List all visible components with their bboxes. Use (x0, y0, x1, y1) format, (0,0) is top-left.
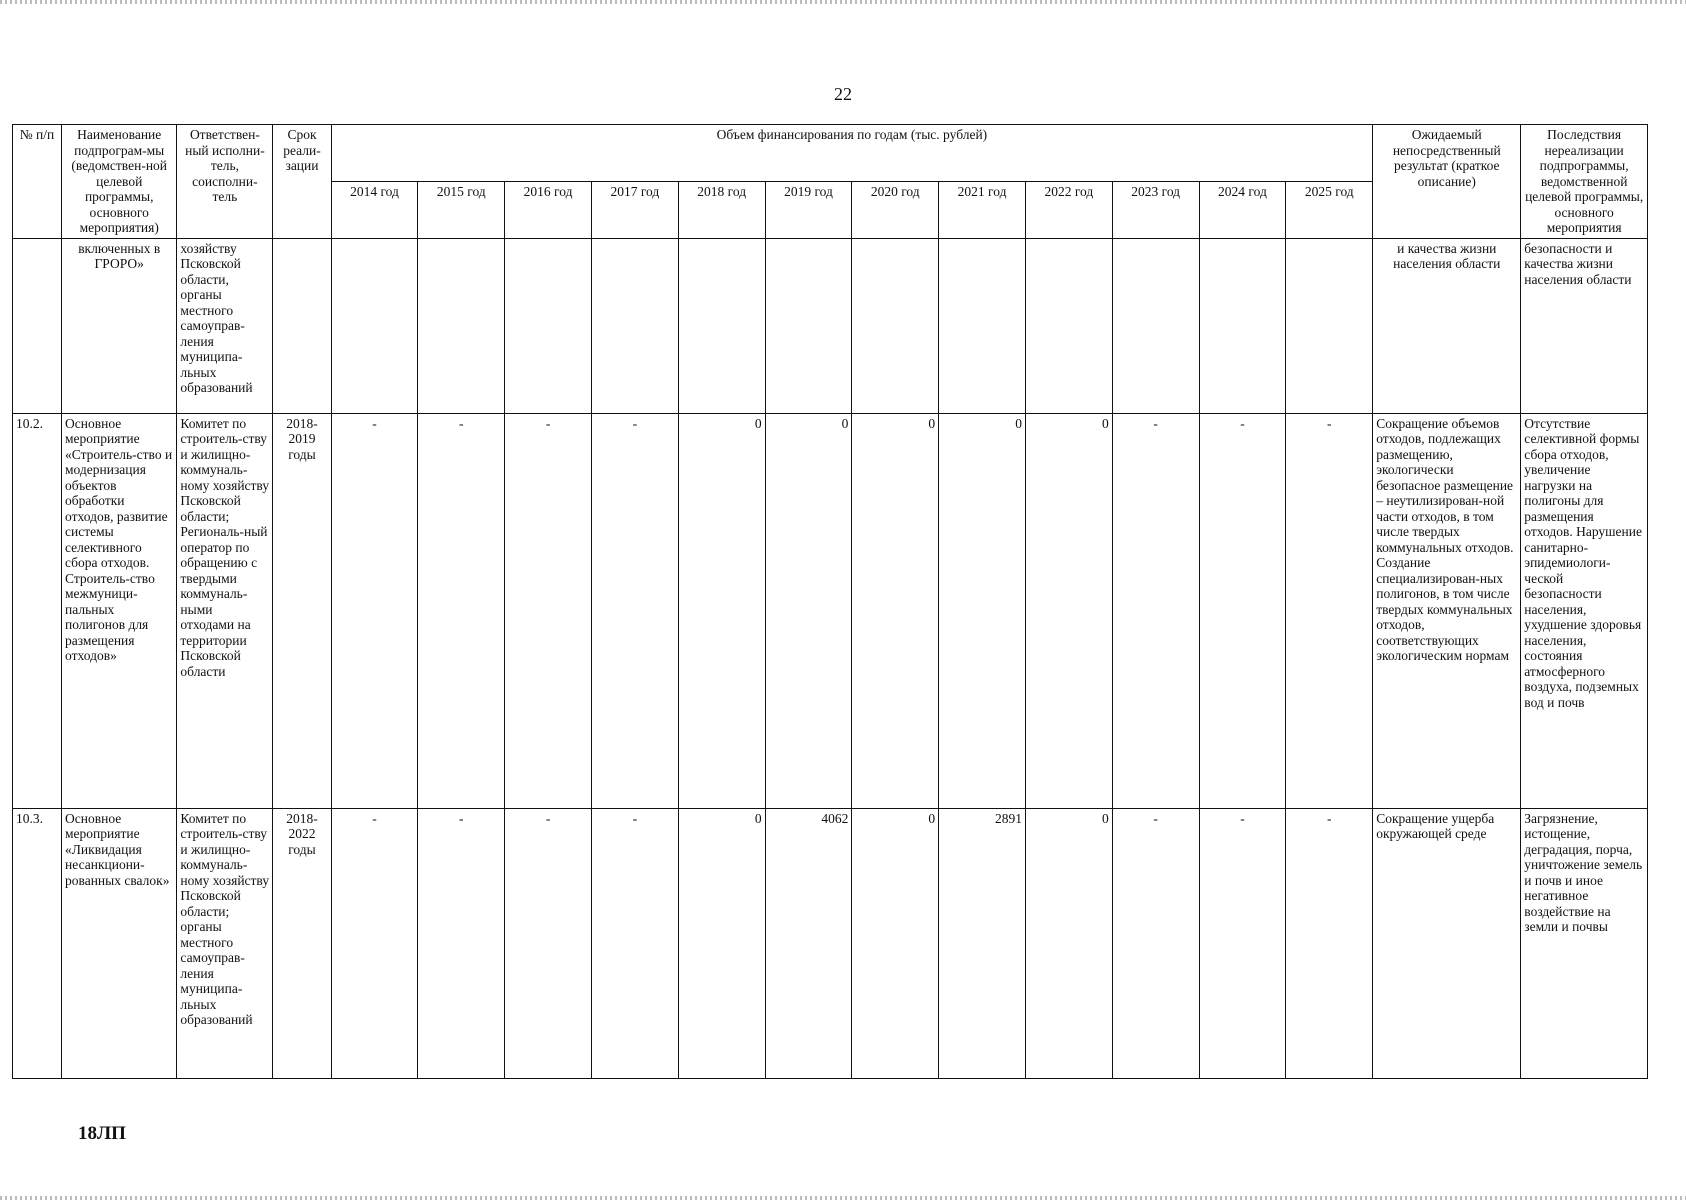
cell-value: - (1112, 413, 1199, 808)
cell-value: - (591, 808, 678, 1078)
cell-name: включенных в ГРОРО» (62, 238, 177, 413)
cell-term: 2018-2019 годы (273, 413, 331, 808)
cell-value: - (1112, 808, 1199, 1078)
cell-value (678, 238, 765, 413)
cell-consequences: Загрязнение, истощение, деградация, порча, уничтожение земель и почв и иное негативное воздействие на земли и почвы (1521, 808, 1648, 1078)
cell-value: 0 (765, 413, 852, 808)
cell-responsible: Комитет по строитель-ству и жилищно-коммуналь-ному хозяйству Псковской области; органы местного самоуправ-ления муниципа-льных образований (177, 808, 273, 1078)
cell-value (1286, 238, 1373, 413)
cell-expected: Сокращение объемов отходов, подлежащих размещению, экологически безопасное размещение – неутилизирован-ной части отходов, в том числе твердых коммунальных отходов. Создание специализирован-ных полигонов, в том числе твердых коммунальных отходов, соответствующих экологическим нормам (1373, 413, 1521, 808)
header-year: 2025 год (1286, 181, 1373, 238)
header-responsible: Ответствен-ный исполни-тель, соисполни-тель (177, 125, 273, 239)
cell-value: - (505, 413, 592, 808)
cell-value (331, 238, 418, 413)
cell-value (418, 238, 505, 413)
cell-consequences: Отсутствие селективной формы сбора отходов, увеличение нагрузки на полигоны для размещения отходов. Нарушение санитарно-эпидемиологи-ческой безопасности населения, ухудшение здоровья населения, состояния атмосферного воздуха, подземных вод и почв (1521, 413, 1648, 808)
header-no: № п/п (13, 125, 62, 239)
cell-name: Основное мероприятие «Строитель-ство и модернизация объектов обработки отходов, развитие системы селективного сбора отходов. Строитель-ство межмуници-пальных полигонов для размещения отходов» (62, 413, 177, 808)
header-year: 2022 год (1025, 181, 1112, 238)
cell-value: - (331, 413, 418, 808)
cell-no: 10.2. (13, 413, 62, 808)
cell-value: 0 (678, 413, 765, 808)
cell-value: - (418, 808, 505, 1078)
cell-value (505, 238, 592, 413)
cell-value: - (1199, 808, 1286, 1078)
cell-expected: Сокращение ущерба окружающей среде (1373, 808, 1521, 1078)
cell-value: 0 (1025, 808, 1112, 1078)
cell-value: 0 (852, 808, 939, 1078)
cell-expected: и качества жизни населения области (1373, 238, 1521, 413)
header-financing: Объем финансирования по годам (тыс. рублей) (331, 125, 1373, 182)
cell-value: - (418, 413, 505, 808)
header-year: 2019 год (765, 181, 852, 238)
table-row (13, 238, 1648, 413)
scan-edge-bottom (0, 1196, 1686, 1200)
header-name: Наименование подпрограм-мы (ведомствен-ной целевой программы, основного мероприятия) (62, 125, 177, 239)
cell-value (1025, 238, 1112, 413)
table-row (13, 808, 1648, 1078)
cell-value: 0 (939, 413, 1026, 808)
header-year: 2020 год (852, 181, 939, 238)
cell-value: 0 (1025, 413, 1112, 808)
cell-value: 0 (852, 413, 939, 808)
header-consequences: Последствия нереализации подпрограммы, ведомственной целевой программы, основного мероприятия (1521, 125, 1648, 239)
cell-value: 0 (678, 808, 765, 1078)
cell-value: - (1286, 808, 1373, 1078)
cell-value (1199, 238, 1286, 413)
cell-no (13, 238, 62, 413)
cell-value (939, 238, 1026, 413)
cell-value: - (1286, 413, 1373, 808)
table-row (13, 413, 1648, 808)
cell-consequences: безопасности и качества жизни населения области (1521, 238, 1648, 413)
cell-value (765, 238, 852, 413)
cell-name: Основное мероприятие «Ликвидация несанкциони-рованных свалок» (62, 808, 177, 1078)
cell-value (852, 238, 939, 413)
cell-value: 2891 (939, 808, 1026, 1078)
header-year: 2014 год (331, 181, 418, 238)
cell-value (591, 238, 678, 413)
cell-value: 4062 (765, 808, 852, 1078)
header-row (13, 125, 1648, 182)
cell-term (273, 238, 331, 413)
header-year: 2018 год (678, 181, 765, 238)
footer-mark: 18ЛП (78, 1123, 126, 1144)
cell-no: 10.3. (13, 808, 62, 1078)
financing-table (12, 124, 1648, 1079)
header-term: Срок реали-зации (273, 125, 331, 239)
cell-responsible: хозяйству Псковской области, органы местного самоуправ-ления муниципа-льных образований (177, 238, 273, 413)
page-number: 22 (834, 84, 852, 104)
header-year: 2016 год (505, 181, 592, 238)
header-year: 2024 год (1199, 181, 1286, 238)
header-year: 2015 год (418, 181, 505, 238)
cell-responsible: Комитет по строитель-ству и жилищно-коммуналь-ному хозяйству Псковской области; Региональ-ный оператор по обращению с твердыми коммуналь-ными отходами на территории Псковской области (177, 413, 273, 808)
cell-value: - (591, 413, 678, 808)
scan-edge-top (0, 0, 1686, 4)
cell-value: - (331, 808, 418, 1078)
header-year: 2017 год (591, 181, 678, 238)
cell-value: - (1199, 413, 1286, 808)
cell-term: 2018-2022 годы (273, 808, 331, 1078)
cell-value: - (505, 808, 592, 1078)
header-year: 2021 год (939, 181, 1026, 238)
header-expected: Ожидаемый непосредственный результат (краткое описание) (1373, 125, 1521, 239)
header-year: 2023 год (1112, 181, 1199, 238)
cell-value (1112, 238, 1199, 413)
